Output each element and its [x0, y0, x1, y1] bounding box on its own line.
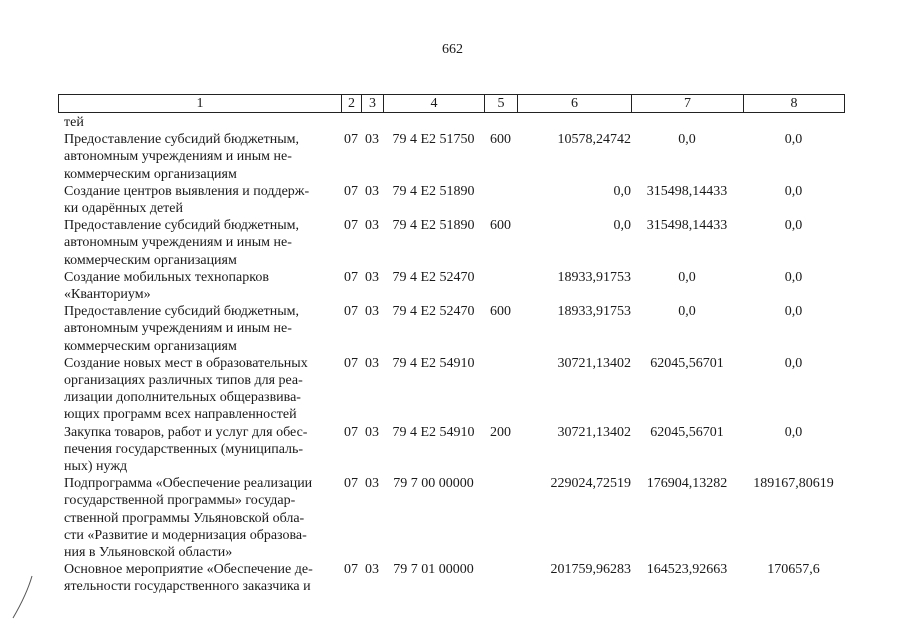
row-target-article: 79 4 E2 51750	[392, 132, 475, 148]
row-amount-year-2: 176904,13282	[646, 476, 728, 492]
row-amount-year-2: 315498,14433	[646, 183, 728, 199]
row-amount-year-3: 0,0	[784, 424, 803, 440]
row-name	[58, 475, 341, 561]
header-col-7: 7	[632, 95, 744, 113]
row-subsection-code: 03	[365, 132, 379, 148]
row-section-code: 07	[344, 269, 358, 285]
header-col-4: 4	[384, 95, 485, 113]
header-col-8: 8	[744, 95, 845, 113]
row-section-code: 07	[344, 476, 358, 492]
row-amount-year-1: 18933,91753	[557, 269, 631, 285]
row-name-line: автономным учреждениям и иным не-	[64, 235, 292, 251]
row-section-code: 07	[344, 304, 358, 320]
row-subsection-code: 03	[365, 269, 379, 285]
row-name-line: автономным учреждениям и иным не-	[64, 321, 292, 337]
row-target-article: 79 4 E2 54910	[392, 355, 475, 371]
row-expense-type: 600	[490, 304, 511, 320]
row-name	[58, 561, 341, 595]
row-amount-year-1	[517, 114, 631, 131]
budget-table	[58, 114, 844, 596]
row-name	[58, 355, 341, 424]
row-expense-type	[484, 269, 517, 303]
row-name-line: Основное мероприятие «Обеспечение де-	[64, 562, 313, 578]
row-name-line: ятельности государственного заказчика и	[64, 579, 311, 595]
row-amount-year-3: 170657,6	[767, 562, 820, 578]
table-row	[58, 475, 844, 561]
row-subsection-code: 03	[365, 562, 379, 578]
row-name	[58, 303, 341, 355]
row-subsection-code: 03	[365, 218, 379, 234]
row-amount-year-1: 0,0	[613, 218, 631, 234]
row-amount-year-1: 10578,24742	[557, 132, 631, 148]
row-section-code	[341, 114, 361, 131]
row-name	[58, 131, 341, 183]
row-amount-year-2: 315498,14433	[646, 218, 728, 234]
table-row	[58, 424, 844, 476]
row-target-article: 79 4 E2 51890	[392, 218, 475, 234]
row-section-code: 07	[344, 424, 358, 440]
row-subsection-code: 03	[365, 424, 379, 440]
header-col-1: 1	[59, 95, 342, 113]
row-name-line: коммерческим организациям	[64, 166, 237, 182]
row-name	[58, 424, 341, 476]
row-subsection-code	[361, 114, 383, 131]
row-amount-year-2: 62045,56701	[650, 424, 724, 440]
row-expense-type: 200	[490, 424, 511, 440]
table-row	[58, 561, 844, 595]
row-name-line: печения государственных (муниципаль-	[64, 441, 304, 457]
row-name-line: Подпрограмма «Обеспечение реализации	[64, 476, 313, 492]
row-section-code: 07	[344, 132, 358, 148]
row-name-line: ных) нужд	[64, 459, 128, 475]
row-subsection-code: 03	[365, 476, 379, 492]
table-row	[58, 114, 844, 131]
row-expense-type	[484, 183, 517, 217]
row-amount-year-1: 30721,13402	[557, 355, 631, 371]
row-name	[58, 183, 341, 217]
row-amount-year-2: 62045,56701	[650, 355, 724, 371]
row-name	[58, 114, 341, 131]
row-amount-year-1: 201759,96283	[550, 562, 631, 578]
row-target-article: 79 4 E2 52470	[392, 304, 475, 320]
row-expense-type: 600	[490, 218, 511, 234]
table-row	[58, 355, 844, 424]
row-amount-year-3: 0,0	[784, 218, 803, 234]
row-target-article: 79 4 E2 51890	[392, 183, 475, 199]
row-section-code: 07	[344, 355, 358, 371]
row-name-line: организациях различных типов для реа-	[64, 373, 303, 389]
row-name-line: Предоставление субсидий бюджетным,	[64, 304, 300, 320]
row-amount-year-2	[631, 114, 743, 131]
pen-stroke-mark	[10, 572, 40, 622]
row-target-article: 79 7 00 00000	[393, 476, 474, 492]
row-name-line: ющих программ всех направленностей	[64, 407, 297, 423]
header-col-6: 6	[518, 95, 632, 113]
row-amount-year-2: 164523,92663	[646, 562, 728, 578]
row-name-line: Создание мобильных технопарков	[64, 269, 269, 285]
table-row	[58, 217, 844, 269]
row-name-line: сти «Развитие и модернизация образова-	[64, 527, 307, 543]
row-subsection-code: 03	[365, 304, 379, 320]
column-header-row	[58, 94, 845, 113]
row-amount-year-3: 0,0	[784, 304, 803, 320]
row-name-line: коммерческим организациям	[64, 252, 237, 268]
row-name-line: Предоставление субсидий бюджетным,	[64, 218, 300, 234]
row-section-code: 07	[344, 183, 358, 199]
row-amount-year-3: 0,0	[784, 269, 803, 285]
row-name-line: Закупка товаров, работ и услуг для обес-	[64, 424, 308, 440]
row-subsection-code: 03	[365, 183, 379, 199]
row-name-line: ния в Ульяновской области»	[64, 545, 233, 561]
row-name-line: коммерческим организациям	[64, 338, 237, 354]
row-name-line: Создание новых мест в образовательных	[64, 355, 308, 371]
row-section-code: 07	[344, 218, 358, 234]
row-amount-year-2: 0,0	[678, 269, 696, 285]
row-name-line: автономным учреждениям и иным не-	[64, 149, 292, 165]
row-subsection-code: 03	[365, 355, 379, 371]
row-target-article: 79 7 01 00000	[393, 562, 474, 578]
row-amount-year-3: 0,0	[784, 132, 803, 148]
row-amount-year-3: 0,0	[784, 183, 803, 199]
row-name-line: «Кванториум»	[64, 287, 151, 303]
row-expense-type	[484, 114, 517, 131]
row-target-article: 79 4 E2 52470	[392, 269, 475, 285]
page-number: 662	[442, 42, 463, 57]
row-name	[58, 269, 341, 303]
table-row	[58, 131, 844, 183]
row-name-line: ки одарённых детей	[64, 201, 183, 217]
row-amount-year-1: 30721,13402	[557, 424, 631, 440]
row-amount-year-3: 0,0	[784, 355, 803, 371]
row-name-line: тей	[64, 115, 84, 130]
row-amount-year-2: 0,0	[678, 132, 696, 148]
row-amount-year-3	[743, 114, 844, 131]
row-amount-year-3: 189167,80619	[753, 476, 834, 492]
header-col-3: 3	[362, 95, 384, 113]
row-name-line: Создание центров выявления и поддерж-	[64, 183, 310, 199]
row-section-code: 07	[344, 562, 358, 578]
row-expense-type	[484, 561, 517, 595]
row-target-article: 79 4 E2 54910	[392, 424, 475, 440]
row-amount-year-1: 229024,72519	[550, 476, 631, 492]
row-name-line: ственной программы Ульяновской обла-	[64, 510, 305, 526]
row-target-article	[383, 114, 484, 131]
table-row	[58, 269, 844, 303]
table-row	[58, 303, 844, 355]
row-name-line: государственной программы» государ-	[64, 493, 296, 509]
row-amount-year-1: 0,0	[613, 183, 631, 199]
row-expense-type	[484, 475, 517, 561]
header-col-2: 2	[342, 95, 362, 113]
row-name	[58, 217, 341, 269]
row-amount-year-1: 18933,91753	[557, 304, 631, 320]
header-col-5: 5	[485, 95, 518, 113]
row-name-line: Предоставление субсидий бюджетным,	[64, 132, 300, 148]
row-expense-type	[484, 355, 517, 424]
row-amount-year-2: 0,0	[678, 304, 696, 320]
table-row	[58, 183, 844, 217]
row-name-line: лизации дополнительных общеразвива-	[64, 390, 301, 406]
row-expense-type: 600	[490, 132, 511, 148]
